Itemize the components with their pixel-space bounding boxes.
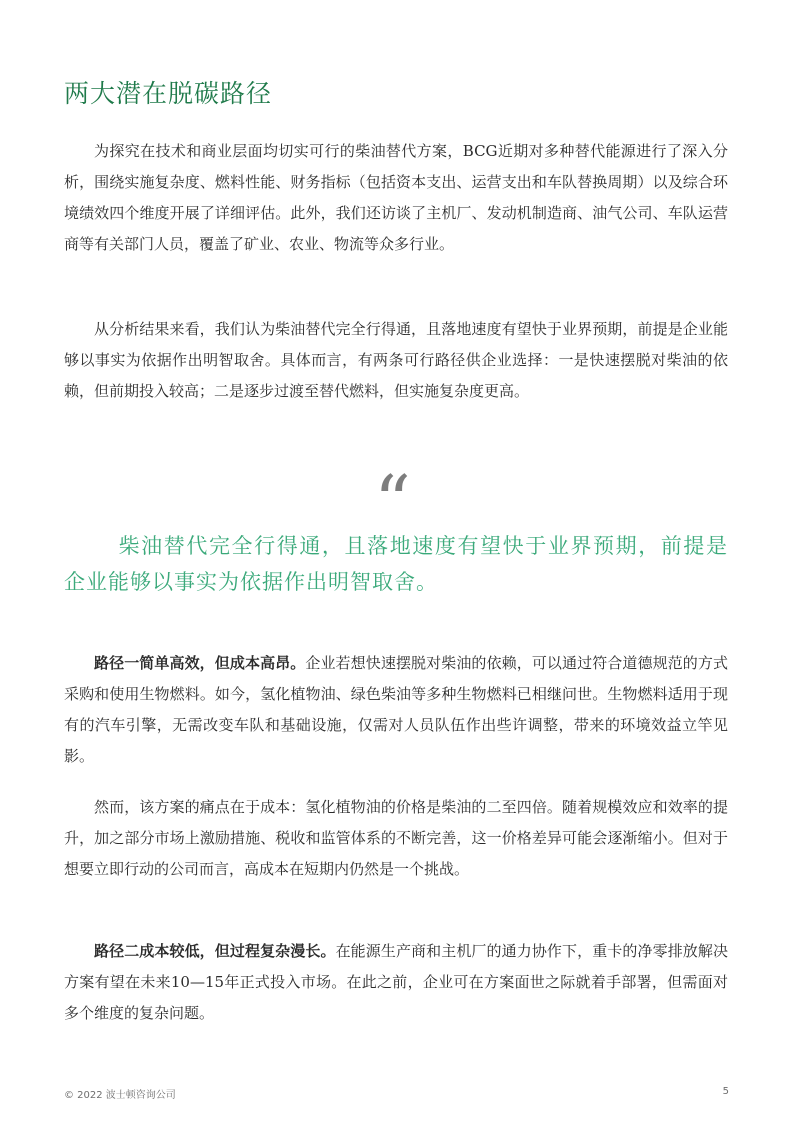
- quote-mark-icon: “: [374, 460, 411, 544]
- paragraph-text: 从分析结果来看，我们认为柴油替代完全行得通，且落地速度有望快于业界预期，前提是企业能够以事实为依据作出明智取舍。具体而言，有两条可行路径供企业选择：一是快速摆脱对柴油的依赖，但前期投入较高；二是逐步过渡至替代燃料，但实施复杂度更高。: [64, 320, 728, 400]
- body-paragraph-2: [64, 314, 728, 407]
- paragraph-text: 为探究在技术和商业层面均切实可行的柴油替代方案，BCG近期对多种替代能源进行了深入分析，围绕实施复杂度、燃料性能、财务指标（包括资本支出、运营支出和车队替换周期）以及综合环境绩效四个维度开展了详细评估。此外，我们还访谈了主机厂、发动机制造商、油气公司、车队运营商等有关部门人员，覆盖了矿业、农业、物流等众多行业。: [64, 142, 728, 253]
- page-number: 5: [722, 1086, 729, 1097]
- body-paragraph-3: [64, 648, 728, 772]
- pull-quote: 柴油替代完全行得通，且落地速度有望快于业界预期，前提是企业能够以事实为依据作出明智取舍。: [64, 534, 728, 594]
- footer-copyright: © 2022 波士顿咨询公司: [64, 1090, 176, 1101]
- paragraph-text: 然而，该方案的痛点在于成本：氢化植物油的价格是柴油的二至四倍。随着规模效应和效率的提升，加之部分市场上激励措施、税收和监管体系的不断完善，这一价格差异可能会逐渐缩小。但对于想要立即行动的公司而言，高成本在短期内仍然是一个挑战。: [64, 798, 728, 878]
- page-footer: [64, 1086, 729, 1101]
- body-paragraph-4: [64, 792, 728, 885]
- paragraph-text: 企业若想快速摆脱对柴油的依赖，可以通过符合道德规范的方式采购和使用生物燃料。如今，氢化植物油、绿色柴油等多种生物燃料已相继问世。生物燃料适用于现有的汽车引擎，无需改变车队和基础设施，仅需对人员队伍作出些许调整，带来的环境效益立竿见影。: [64, 654, 728, 765]
- page-title: 两大潜在脱碳路径: [64, 79, 273, 108]
- body-paragraph-1: [64, 136, 728, 260]
- body-paragraph-5: [64, 936, 728, 1029]
- paragraph-text: 在能源生产商和主机厂的通力协作下，重卡的净零排放解决方案有望在未来10—15年正式投入市场。在此之前，企业可在方案面世之际就着手部署，但需面对多个维度的复杂问题。: [64, 942, 728, 1022]
- paragraph-lead: 路径一简单高效，但成本高昂。: [94, 654, 306, 672]
- paragraph-lead: 路径二成本较低，但过程复杂漫长。: [94, 942, 336, 960]
